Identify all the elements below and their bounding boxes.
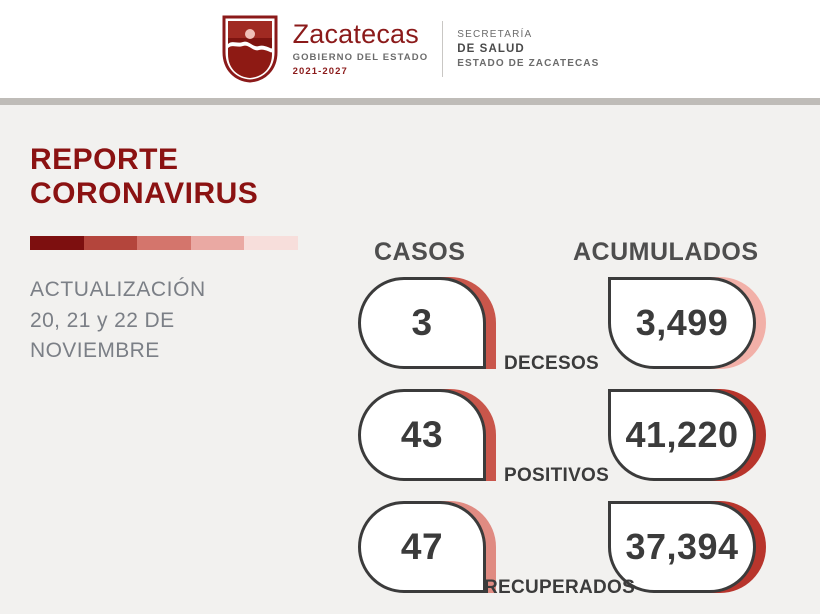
stat-label-positivos: POSITIVOS — [504, 465, 610, 486]
brand-title: Zacatecas — [292, 19, 419, 49]
acumulados-value-positivos: 41,220 — [625, 414, 739, 455]
casos-bubble-decesos — [358, 277, 486, 369]
report-body — [0, 105, 820, 614]
secretaria-block — [457, 21, 599, 77]
color-swatch-4 — [244, 236, 298, 250]
column-heading-casos: CASOS — [374, 238, 466, 266]
brand-years: 2021-2027 — [292, 66, 348, 77]
acumulados-value-recuperados: 37,394 — [625, 526, 739, 567]
page-title — [30, 143, 330, 210]
color-swatch-1 — [84, 236, 138, 250]
column-heading-acumulados: ACUMULADOS — [573, 238, 759, 266]
acumulados-value-decesos: 3,499 — [635, 302, 729, 343]
update-date-line1: 20, 21 y 22 DE — [30, 308, 175, 332]
update-date-line2: NOVIEMBRE — [30, 338, 160, 362]
zacatecas-crest-icon — [221, 14, 279, 84]
secretaria-line3: ESTADO DE ZACATECAS — [457, 58, 600, 69]
casos-value-decesos: 3 — [411, 302, 433, 343]
header-divider — [0, 98, 820, 105]
stat-label-decesos: DECESOS — [504, 353, 600, 374]
color-swatch-bar — [30, 236, 298, 250]
brand-left — [293, 21, 444, 77]
page-title-line2: CORONAVIRUS — [30, 176, 259, 210]
casos-value-positivos: 43 — [400, 414, 444, 455]
brand-text-block — [293, 21, 600, 77]
update-label: ACTUALIZACIÓN — [30, 278, 206, 302]
left-panel — [30, 143, 330, 365]
color-swatch-0 — [30, 236, 84, 250]
header-brand-group — [221, 14, 600, 84]
casos-bubble-recuperados — [358, 501, 486, 593]
acumulados-bubble-decesos — [608, 277, 756, 369]
brand-subtitle: GOBIERNO DEL ESTADO — [292, 52, 429, 63]
page-title-line1: REPORTE — [30, 143, 179, 176]
secretaria-line2: DE SALUD — [457, 43, 525, 55]
acumulados-bubble-positivos — [608, 389, 756, 481]
casos-bubble-positivos — [358, 389, 486, 481]
color-swatch-3 — [191, 236, 245, 250]
page-header — [0, 0, 820, 98]
secretaria-line1: SECRETARÍA — [457, 29, 533, 40]
casos-value-recuperados: 47 — [400, 526, 444, 567]
stat-label-recuperados: RECUPERADOS — [484, 577, 636, 598]
color-swatch-2 — [137, 236, 191, 250]
